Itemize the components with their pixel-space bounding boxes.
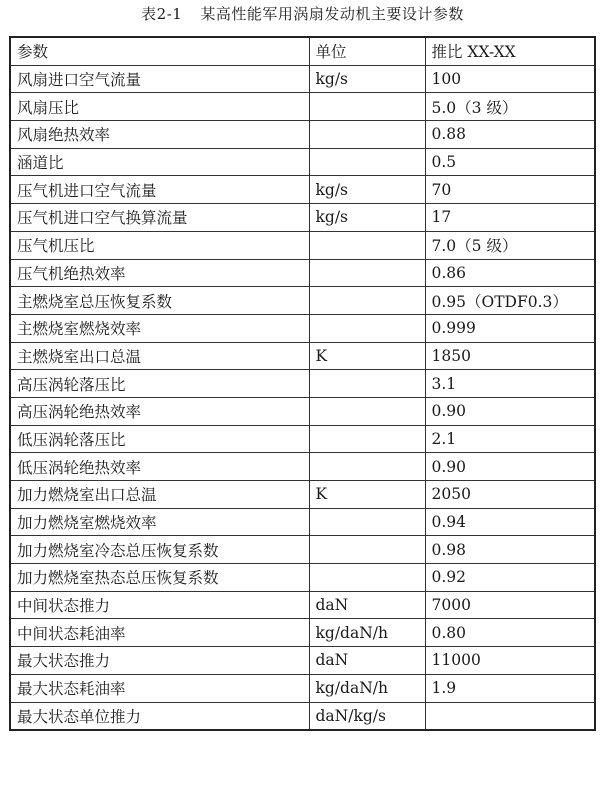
- unit-cell: K: [309, 342, 425, 370]
- table-row: [10, 674, 595, 702]
- unit-cell: [309, 287, 425, 315]
- value-cell: 1850: [425, 342, 595, 370]
- header-param: 参数: [10, 37, 309, 65]
- param-cell: 风扇压比: [10, 93, 309, 121]
- param-cell: 中间状态推力: [10, 591, 309, 619]
- param-cell: 压气机压比: [10, 231, 309, 259]
- param-cell: 加力燃烧室热态总压恢复系数: [10, 564, 309, 592]
- value-cell: 100: [425, 65, 595, 93]
- table-number: 表2-1: [141, 5, 183, 23]
- table-row: [10, 397, 595, 425]
- param-cell: 风扇绝热效率: [10, 121, 309, 149]
- table-row: [10, 93, 595, 121]
- param-cell: 加力燃烧室燃烧效率: [10, 508, 309, 536]
- table-row: [10, 481, 595, 509]
- table-row: [10, 287, 595, 315]
- unit-cell: [309, 564, 425, 592]
- value-cell: 17: [425, 204, 595, 232]
- value-cell: 0.86: [425, 259, 595, 287]
- unit-cell: [309, 314, 425, 342]
- param-cell: 涵道比: [10, 148, 309, 176]
- unit-cell: [309, 231, 425, 259]
- design-parameters-table: [9, 36, 596, 731]
- param-cell: 最大状态推力: [10, 647, 309, 675]
- value-cell: 0.88: [425, 121, 595, 149]
- value-cell: 0.90: [425, 453, 595, 481]
- param-cell: 低压涡轮落压比: [10, 425, 309, 453]
- param-cell: 低压涡轮绝热效率: [10, 453, 309, 481]
- table-row: [10, 121, 595, 149]
- value-cell: 1.9: [425, 674, 595, 702]
- table-row: [10, 536, 595, 564]
- unit-cell: [309, 93, 425, 121]
- value-cell: 70: [425, 176, 595, 204]
- unit-cell: [309, 370, 425, 398]
- unit-cell: kg/s: [309, 176, 425, 204]
- table-row: [10, 231, 595, 259]
- param-cell: 压气机绝热效率: [10, 259, 309, 287]
- table-row: [10, 314, 595, 342]
- value-cell: 0.90: [425, 397, 595, 425]
- param-cell: 中间状态耗油率: [10, 619, 309, 647]
- param-cell: 主燃烧室出口总温: [10, 342, 309, 370]
- unit-cell: [309, 397, 425, 425]
- value-cell: 0.5: [425, 148, 595, 176]
- unit-cell: [309, 121, 425, 149]
- param-cell: 加力燃烧室出口总温: [10, 481, 309, 509]
- unit-cell: [309, 453, 425, 481]
- value-cell: [425, 702, 595, 730]
- header-unit: 单位: [309, 37, 425, 65]
- table-row: [10, 259, 595, 287]
- table-header-row: [10, 37, 595, 65]
- param-cell: 最大状态单位推力: [10, 702, 309, 730]
- unit-cell: daN: [309, 647, 425, 675]
- header-value: 推比 XX-XX: [425, 37, 595, 65]
- unit-cell: kg/daN/h: [309, 619, 425, 647]
- value-cell: 5.0（3 级）: [425, 93, 595, 121]
- table-row: [10, 148, 595, 176]
- value-cell: 7.0（5 级）: [425, 231, 595, 259]
- table-row: [10, 564, 595, 592]
- table-caption: [0, 0, 605, 32]
- value-cell: 0.80: [425, 619, 595, 647]
- value-cell: 0.95（OTDF0.3）: [425, 287, 595, 315]
- param-cell: 加力燃烧室冷态总压恢复系数: [10, 536, 309, 564]
- value-cell: 2.1: [425, 425, 595, 453]
- param-cell: 高压涡轮落压比: [10, 370, 309, 398]
- unit-cell: K: [309, 481, 425, 509]
- table-row: [10, 453, 595, 481]
- table-row: [10, 370, 595, 398]
- unit-cell: kg/daN/h: [309, 674, 425, 702]
- table-row: [10, 342, 595, 370]
- table-row: [10, 176, 595, 204]
- param-cell: 压气机进口空气流量: [10, 176, 309, 204]
- table-row: [10, 508, 595, 536]
- value-cell: 7000: [425, 591, 595, 619]
- unit-cell: [309, 425, 425, 453]
- param-cell: 主燃烧室燃烧效率: [10, 314, 309, 342]
- unit-cell: daN/kg/s: [309, 702, 425, 730]
- param-cell: 风扇进口空气流量: [10, 65, 309, 93]
- unit-cell: [309, 148, 425, 176]
- unit-cell: [309, 536, 425, 564]
- value-cell: 0.94: [425, 508, 595, 536]
- unit-cell: kg/s: [309, 65, 425, 93]
- value-cell: 11000: [425, 647, 595, 675]
- table-body: [10, 65, 595, 730]
- unit-cell: kg/s: [309, 204, 425, 232]
- unit-cell: daN: [309, 591, 425, 619]
- table-row: [10, 591, 595, 619]
- value-cell: 0.92: [425, 564, 595, 592]
- table-row: [10, 647, 595, 675]
- param-cell: 最大状态耗油率: [10, 674, 309, 702]
- table-title: 某高性能军用涡扇发动机主要设计参数: [200, 5, 464, 23]
- table-row: [10, 425, 595, 453]
- param-cell: 主燃烧室总压恢复系数: [10, 287, 309, 315]
- table-row: [10, 65, 595, 93]
- unit-cell: [309, 508, 425, 536]
- table-row: [10, 204, 595, 232]
- param-cell: 压气机进口空气换算流量: [10, 204, 309, 232]
- value-cell: 3.1: [425, 370, 595, 398]
- param-cell: 高压涡轮绝热效率: [10, 397, 309, 425]
- value-cell: 2050: [425, 481, 595, 509]
- value-cell: 0.98: [425, 536, 595, 564]
- table-row: [10, 702, 595, 730]
- unit-cell: [309, 259, 425, 287]
- value-cell: 0.999: [425, 314, 595, 342]
- table-row: [10, 619, 595, 647]
